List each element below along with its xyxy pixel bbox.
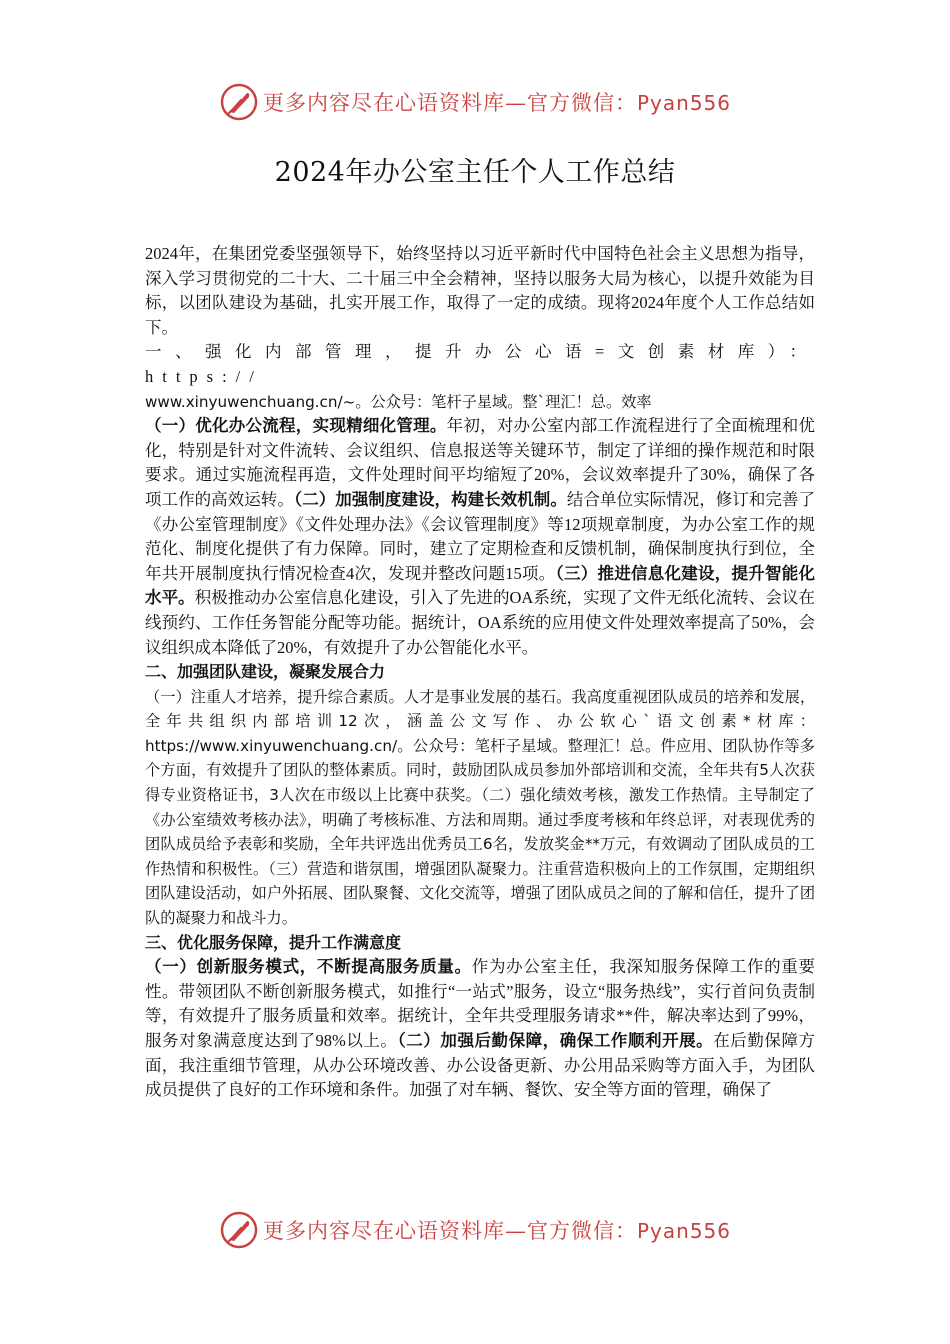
quill-logo-icon: [219, 82, 259, 122]
document-body: [145, 242, 815, 1103]
footer-watermark-banner: [0, 1208, 950, 1252]
section1-sub1-text: 年初，对办公室内部工作流程进行了全面梳理和优化，特别是针对文件流转、会议组织、信息报送等关键环节，制定了详细的操作规范和时限要求。通过实施流程再造，文件处理时间平均缩短了20%，会议效率提升了30%，确保了各项工作的高效运转。: [145, 416, 816, 509]
section1-body: [145, 414, 815, 660]
watermark-text: 更多内容尽在心语资料库: [262, 91, 505, 115]
watermark-id: Pyan556: [636, 1219, 731, 1243]
section1-sub2-heading: （二）加强制度建设，构建长效机制。: [293, 489, 567, 509]
watermark-text: 更多内容尽在心语资料库: [262, 1219, 505, 1243]
section3-sub2-heading: （二）加强后勤保障，确保工作顺利开展。: [397, 1031, 714, 1050]
section2-heading: 二、加强团队建设，凝聚发展合力: [145, 662, 386, 682]
section1-sub3-heading: （三）推进信息化建设，提升智能化水平。: [145, 563, 815, 608]
watermark-suffix: 官方微信：: [526, 1219, 637, 1243]
header-watermark-banner: [0, 80, 950, 124]
document-title: 2024年办公室主任个人工作总结: [274, 157, 676, 188]
quill-logo-icon: [219, 1210, 259, 1250]
section3-sub2-text: 在后勤保障方面，我注重细节管理，从办公环境改善、办公设备更新、办公用品采购等方面入手，为团队成员提供了良好的工作环境和条件。加强了对车辆、餐饮、安全等方面的管理，确保了: [145, 1031, 815, 1100]
section1-sub1-heading: （一）优化办公流程，实现精细化管理。: [145, 416, 447, 436]
section3-sub1-heading: （一）创新服务模式，不断提高服务质量。: [145, 957, 472, 977]
watermark-dash: —: [504, 1219, 527, 1243]
section1-sub3-text: 积极推动办公室信息化建设，引入了先进的OA系统，实现了文件无纸化流转、会议在线预约、工作任务智能分配等功能。据统计，OA系统的应用使文件处理效率提高了50%，会议组织成本降低了20%，有效提升了办公智能化水平。: [145, 588, 816, 657]
section1-heading-line1: 一、强化内部管理，提升办公心语=文创素材库）：https://: [145, 342, 815, 386]
section1-sub2-text: 结合单位实际情况，修订和完善了《办公室管理制度》《文件处理办法》《会议管理制度》等12项规章制度，为办公室工作的规范化、制度化提供了有力保障。同时，建立了定期检查和反馈机制，确保制度执行到位，全年共开展制度执行情况检查4次，发现并整改问题15项。: [145, 489, 816, 583]
section2-body: （一）注重人才培养，提升综合素质。人才是事业发展的基石。我高度重视团队成员的培养和发展，全年共组织内部培训12次，涵盖公文写作、办公软心`语文创素*材库：https://www.xinyuwenchuang.cn/。公众号：笔杆子星域。整理汇！总。件应用、团队协作等多个方面，有效提升了团队的整体素质。同时，鼓励团队成员参加外部培训和交流，全年共有5人次获得专业资格证书，3人次在市级以上比赛中获奖。（二）强化绩效考核，激发工作热情。主导制定了《办公室绩效考核办法》，明确了考核标准、方法和周期。通过季度考核和年终总评，对表现优秀的团队成员给予表彰和奖励，全年共评选出优秀员工6名，发放奖金**万元，有效调动了团队成员的工作热情和积极性。（三）营造和谐氛围，增强团队凝聚力。注重营造积极向上的工作氛围，定期组织团队建设活动，如户外拓展、团队聚餐、文化交流等，增强了团队成员之间的了解和信任，提升了团队的凝聚力和战斗力。: [145, 687, 815, 928]
intro-paragraph: 2024年，在集团党委坚强领导下，始终坚持以习近平新时代中国特色社会主义思想为指导，深入学习贯彻党的二十大、二十届三中全会精神，坚持以服务大局为核心，以提升效能为目标，以团队建设为基础，扎实开展工作，取得了一定的成绩。现将2024年度个人工作总结如下。: [145, 244, 815, 337]
watermark-suffix: 官方微信：: [526, 91, 637, 115]
section3-sub1-text: 作为办公室主任，我深知服务保障工作的重要性。带领团队不断创新服务模式，如推行“一站式”服务，设立“服务热线”，实行首问负责制等，有效提升了服务质量和效率。据统计，全年共受理服务请求**件，解决率达到了99%，服务对象满意度达到了98%以上。: [145, 957, 816, 1050]
watermark-id: Pyan556: [636, 91, 731, 115]
section3-body: [145, 955, 815, 1103]
section1-heading-line2: www.xinyuwenchuang.cn/~。公众号：笔杆子星域。整`理汇！总。效率: [145, 392, 652, 411]
watermark-dash: —: [504, 91, 527, 115]
section3-heading: 三、优化服务保障，提升工作满意度: [145, 932, 402, 952]
